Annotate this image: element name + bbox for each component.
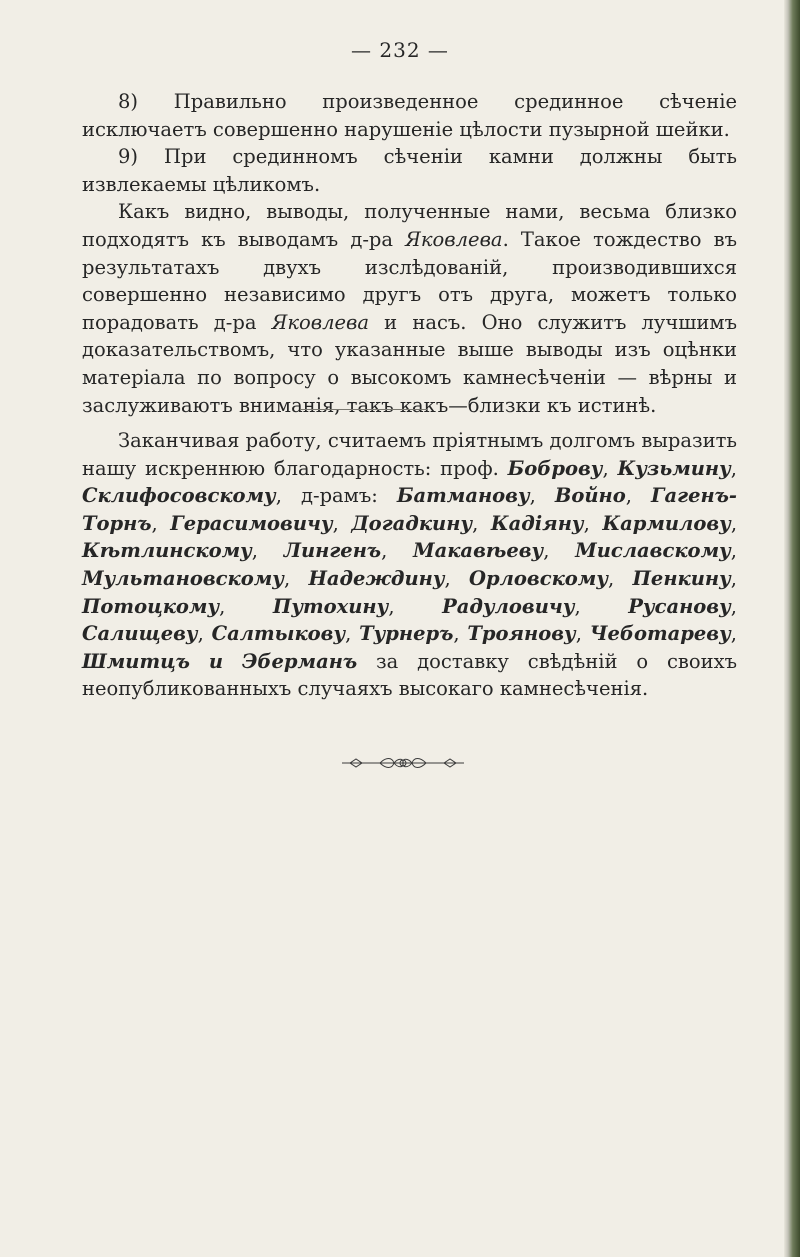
name-separator: , — [444, 566, 470, 590]
person-name: Кармилову — [602, 511, 731, 535]
name-separator: , — [283, 566, 309, 590]
book-binding-edge — [784, 0, 800, 1257]
person-name: Догадкину — [351, 511, 473, 535]
person-name: Турнеръ — [359, 622, 454, 646]
page-number: — 232 — — [351, 38, 449, 62]
person-name: Склифосовскому — [82, 484, 276, 508]
person-name: Салтыкову — [211, 622, 346, 646]
author-name: Яковлева — [405, 227, 503, 251]
person-name: Чеботареву — [589, 622, 731, 646]
person-name: Лингенъ — [283, 539, 382, 563]
name-separator: , — [151, 511, 171, 535]
name-separator: , — [730, 511, 738, 535]
name-separator: , — [730, 566, 737, 590]
name-separator: , — [730, 622, 737, 646]
comparison-text-3: и насъ. Оно служитъ лучшимъ доказательствомъ, что указанные выше выводы изъ оцѣнки матеріала по вопросу о высокомъ камнесѣченіи — вѣрны и заслуживаютъ вниманія, такъ какъ—близки къ истинѣ. — [82, 310, 738, 417]
person-name: Мультановскому — [82, 566, 284, 590]
person-name: Войно — [554, 484, 626, 508]
name-separator: , — [275, 484, 301, 508]
name-separator: , — [574, 594, 629, 618]
acknowledgements-block — [82, 427, 737, 703]
person-name: Радуловичу — [442, 594, 575, 618]
name-separator: , — [388, 594, 443, 618]
person-name: Салищеву — [82, 622, 198, 646]
name-separator: , — [381, 539, 414, 563]
person-name: Макавѣеву — [413, 539, 544, 563]
name-separator: , — [197, 622, 212, 646]
acknowledgements-paragraph — [82, 427, 737, 703]
name-separator — [190, 650, 209, 673]
person-name: Батманову — [396, 484, 530, 508]
name-separator: , — [543, 539, 576, 563]
end-ornament — [342, 757, 464, 769]
name-separator: , — [529, 484, 555, 508]
person-name: Боброву — [507, 456, 603, 480]
name-separator: , — [608, 566, 633, 590]
doctors-label: д-рамъ: — [300, 484, 397, 508]
comparison-text-2: . Такое тождество въ результатахъ двухъ изслѣдованій, производившихся совершенно независимо другъ отъ друга, можетъ только порадовать д-ра — [82, 227, 738, 334]
person-name: Путохину — [272, 594, 389, 618]
person-name: Надеждину — [308, 566, 445, 590]
conclusions-block — [82, 88, 737, 419]
name-separator: , — [730, 456, 737, 480]
comparison-text-1: Какъ видно, выводы, полученные нами, весьма близко подходятъ къ выводамъ д-ра — [82, 200, 737, 251]
acknowledgements-outro: за доставку свѣдѣній о своихъ неопубликованныхъ случаяхъ высокаго камнесѣченія. — [82, 649, 738, 701]
person-name: Русанову — [628, 594, 731, 618]
person-name: Герасимовичу — [170, 511, 333, 535]
conclusion-item-9: 9) При срединномъ сѣченіи камни должны быть извлекаемы цѣликомъ. — [82, 145, 737, 196]
section-divider — [300, 409, 428, 410]
person-name: Эберманъ — [241, 649, 358, 673]
name-separator: , — [602, 456, 618, 480]
name-separator: , — [219, 594, 273, 618]
name-separator: , — [730, 539, 737, 563]
name-separator: , — [332, 511, 352, 535]
conclusion-item-8: 8) Правильно произведенное срединное сѣченіе исключаетъ совершенно нарушеніе цѣлости пузырной шейки. — [82, 90, 737, 141]
name-separator: , — [453, 622, 468, 646]
person-name: Кѣтлинскому — [82, 539, 252, 563]
name-separator: , — [345, 622, 360, 646]
person-name: Кадіяну — [490, 511, 584, 535]
person-name: Орловскому — [469, 566, 609, 590]
comparison-paragraph — [82, 198, 737, 419]
person-name: Кузьмину — [617, 456, 731, 480]
acknowledgements-intro: Заканчивая работу, считаемъ пріятнымъ долгомъ выразить нашу искреннюю благодарность: проф. — [82, 429, 737, 480]
name-separator: , — [251, 539, 284, 563]
person-name: Гагенъ-Торнъ — [82, 484, 737, 535]
conjunction: и — [208, 649, 224, 673]
person-name: Пенкину — [632, 566, 731, 590]
name-separator: , — [583, 511, 603, 535]
person-name: Миславскому — [575, 539, 731, 563]
person-name: Потоцкому — [82, 594, 220, 618]
person-name: Троянову — [467, 622, 576, 646]
name-separator: , — [472, 511, 491, 535]
author-name: Яковлева — [271, 310, 370, 334]
name-separator: , — [730, 594, 737, 618]
name-separator: , — [625, 484, 652, 508]
name-separator: , — [575, 622, 590, 646]
person-name: Шмитцъ — [82, 649, 190, 673]
doctor-list — [82, 484, 737, 673]
